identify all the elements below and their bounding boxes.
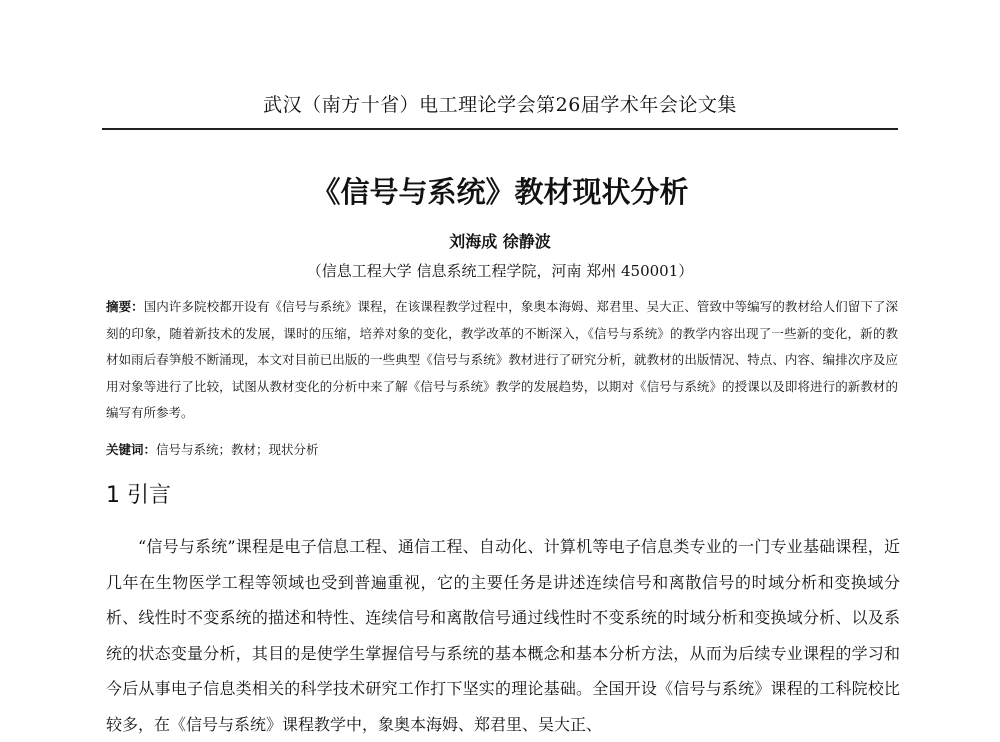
header-rule bbox=[102, 128, 898, 130]
abstract-label: 摘要： bbox=[106, 299, 144, 314]
section-body-paragraph: “信号与系统”课程是电子信息工程、通信工程、自动化、计算机等电子信息类专业的一门专业基础课程，近几年在生物医学工程等领域也受到普遍重视，它的主要任务是讲述连续信号和离散信号的时域分析和变换域分析、线性时不变系统的描述和特性、连续信号和离散信号通过线性时不变系统的时域分析和变换域分析、以及系统的状态变量分析，其目的是使学生掌握信号与系统的基本概念和基本分析方法，从而为后续专业课程的学习和今后从事电子信息类相关的科学技术研究工作打下坚实的理论基础。全国开设《信号与系统》课程的工科院校比较多，在《信号与系统》课程教学中，象奥本海姆、郑君里、吴大正、 bbox=[106, 537, 900, 734]
section-heading: 1 引言 bbox=[106, 483, 171, 508]
paper-title: 《信号与系统》教材现状分析 bbox=[311, 175, 689, 209]
keywords-text: 信号与系统；教材；现状分析 bbox=[156, 442, 319, 457]
keywords-line bbox=[106, 437, 898, 463]
keywords-label: 关键词： bbox=[106, 442, 157, 457]
paper-affiliation: （信息工程大学 信息系统工程学院，河南 郑州 450001） bbox=[306, 262, 694, 280]
journal-header: 武汉（南方十省）电工理论学会第26届学术年会论文集 bbox=[263, 94, 737, 116]
abstract-paragraph bbox=[106, 294, 898, 427]
paper-authors: 刘海成 徐静波 bbox=[449, 232, 551, 251]
abstract-text: 国内许多院校都开设有《信号与系统》课程，在该课程教学过程中，象奥本海姆、郑君里、吴大正、管致中等编写的教材给人们留下了深刻的印象，随着新技术的发展，课时的压缩，培养对象的变化，教学改革的不断深入，《信号与系统》的教学内容出现了一些新的变化，新的教材如雨后春笋般不断涌现，本文对目前已出版的一些典型《信号与系统》教材进行了研究分析，就教材的出版情况、特点、内容、编排次序及应用对象等进行了比较，试图从教材变化的分析中来了解《信号与系统》教学的发展趋势，以期对《信号与系统》的授课以及即将进行的新教材的编写有所参考。 bbox=[106, 299, 898, 420]
